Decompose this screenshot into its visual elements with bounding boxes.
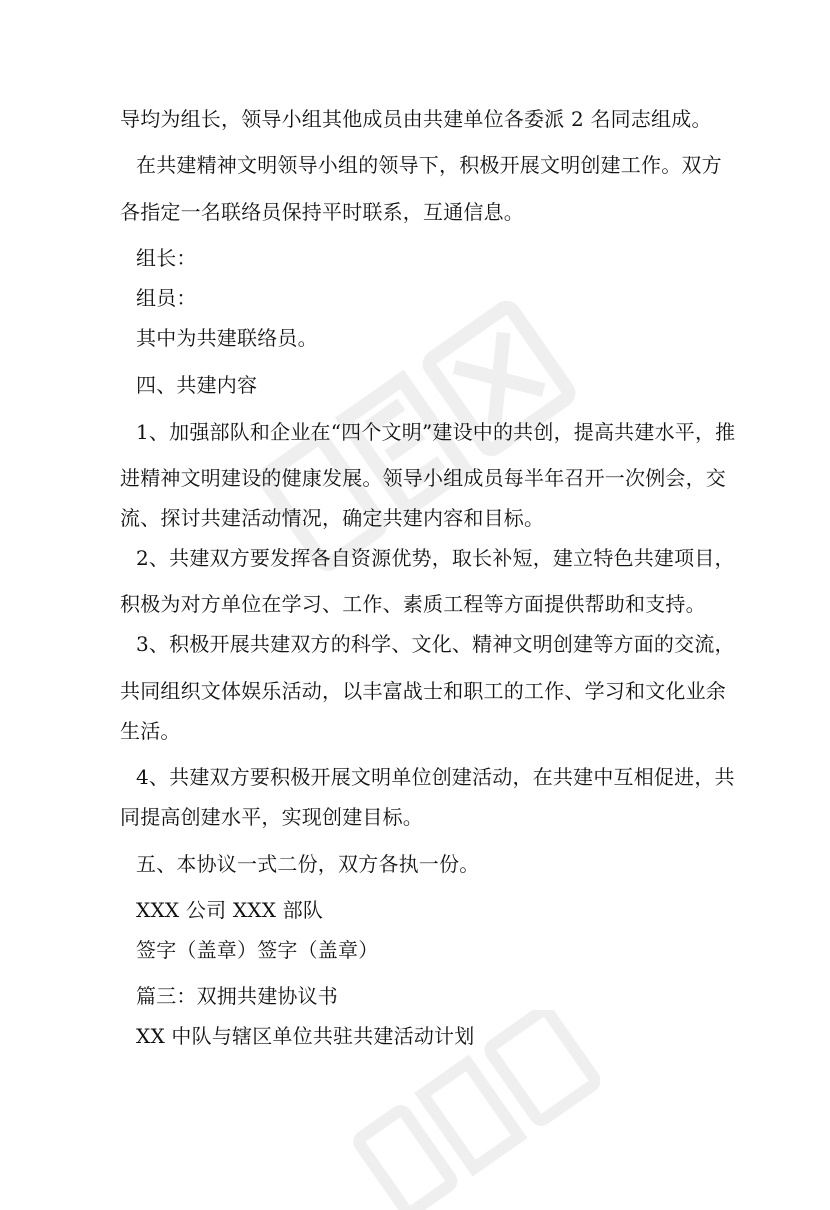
text-line: 积极为对方单位在学习、工作、素质工程等方面提供帮助和支持。: [120, 592, 706, 616]
text-line: 各指定一名联络员保持平时联系，互通信息。: [120, 200, 524, 224]
text-line: 导均为组长，领导小组其他成员由共建单位各委派 2 名同志组成。: [120, 107, 712, 131]
text-line: 进精神文明建设的健康发展。领导小组成员每半年召开一次例会，交: [120, 466, 726, 490]
text-line: 组长：: [136, 246, 197, 270]
text-line: 共同组织文体娱乐活动，以丰富战士和职工的工作、学习和文化业余: [120, 679, 726, 703]
text-line: 组员：: [136, 286, 197, 310]
plan-title: XX 中队与辖区单位共驻共建活动计划: [136, 1024, 475, 1048]
text-line: 4、共建双方要积极开展文明单位创建活动，在共建中互相促进，共: [136, 765, 735, 789]
chapter-title: 篇三：双拥共建协议书: [136, 984, 338, 1008]
section-heading: 四、共建内容: [136, 373, 258, 397]
text-line: 在共建精神文明领导小组的领导下，积极开展文明创建工作。双方: [136, 153, 722, 177]
text-line: 1、加强部队和企业在“四个文明”建设中的共创，提高共建水平，推: [136, 420, 736, 444]
text-line: 其中为共建联络员。: [136, 326, 318, 350]
signature-parties: XXX 公司 XXX 部队: [136, 898, 324, 922]
text-line: 同提高创建水平，实现创建目标。: [120, 805, 423, 829]
text-line: 流、探讨共建活动情况，确定共建内容和目标。: [120, 506, 545, 530]
text-line: 2、共建双方要发挥各自资源优势，取长补短，建立特色共建项目，: [136, 546, 735, 570]
section-heading: 五、本协议一式二份，双方各执一份。: [136, 852, 480, 876]
text-line: 3、积极开展共建双方的科学、文化、精神文明创建等方面的交流，: [136, 632, 735, 656]
signature-stamp-line: 签字（盖章）签字（盖章）: [136, 938, 379, 962]
text-line: 生活。: [120, 719, 181, 743]
